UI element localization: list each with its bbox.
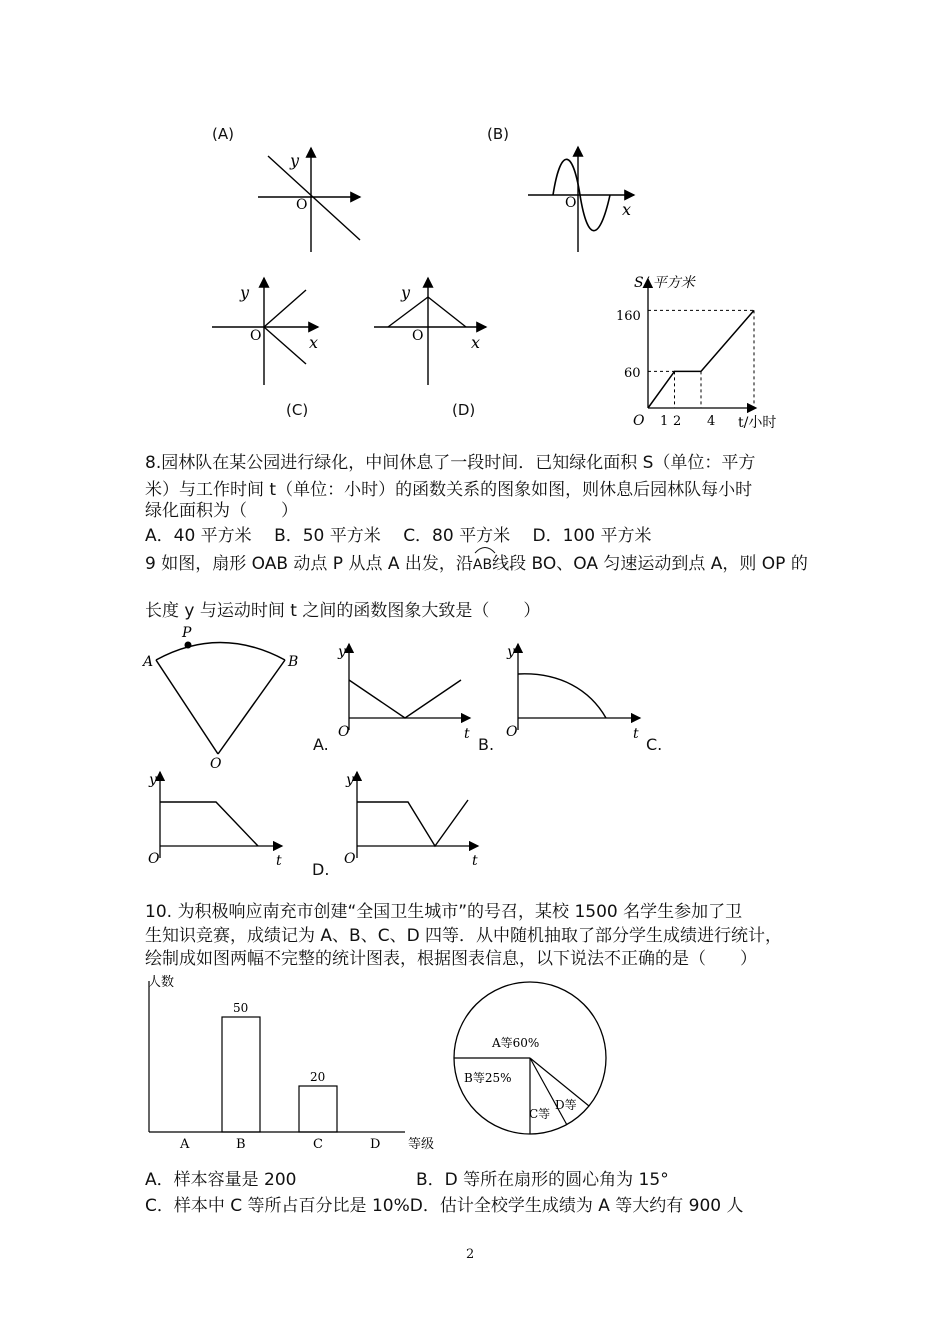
q9-graph-3-o: O (148, 851, 160, 867)
q9-graph-1 (337, 644, 470, 742)
graph-a (258, 148, 360, 252)
q8-line-1: 8.园林队在某公园进行绿化，中间休息了一段时间．已知绿化面积 S（单位：平方 (145, 453, 756, 473)
q10-option-c: C．样本中 C 等所占百分比是 10% (145, 1196, 410, 1216)
pie-label-a: A等60% (492, 1036, 540, 1050)
fig8-xtick-2: 2 (673, 414, 682, 429)
fig7-label-c: (C) (286, 401, 309, 419)
bar-value-c: 20 (310, 1070, 326, 1084)
q9-option-c: C. (646, 735, 663, 754)
q9-line-1 (145, 551, 808, 579)
graph-d-x-label: x (471, 333, 481, 352)
q9-graph-3-t: t (276, 853, 282, 869)
q9-graph-2-y: y (507, 644, 515, 660)
graph-c-y-label: y (240, 283, 250, 302)
fig8-chart (610, 265, 800, 435)
q9-graph-4 (344, 772, 478, 869)
graph-b (528, 147, 634, 252)
q9-option-d: D. (312, 860, 330, 879)
graph-c-origin: O (250, 328, 262, 344)
q8-line-3: 绿化面积为（ ） (145, 501, 298, 521)
bar-category-b: B (236, 1137, 246, 1152)
bar-category-c: C (313, 1137, 323, 1152)
q10-line-3: 绘制成如图两幅不完整的统计图表，根据图表信息，以下说法不正确的是（ ） (145, 949, 757, 969)
q9-graph-2-t: t (633, 726, 639, 742)
q10-options-cd (145, 1193, 744, 1220)
bar-category-d: D (370, 1137, 381, 1152)
page-number: 2 (466, 1247, 475, 1262)
graph-c (212, 278, 318, 385)
graph-d-y-label: y (401, 283, 411, 302)
fig8-ytick-160: 160 (616, 309, 641, 324)
q9-line-2: 长度 y 与运动时间 t 之间的函数图象大致是（ ） (145, 601, 541, 621)
bar-xlabel: 等级 (408, 1137, 435, 1152)
graph-b-origin: O (565, 195, 577, 211)
sector-label-a: A (143, 654, 154, 670)
q9-option-b: B. (478, 735, 495, 754)
bar-ylabel: 人数 (148, 975, 175, 990)
fig8-x-title: t/小时 (738, 415, 777, 431)
q8-option-b: B．50 平方米 (274, 526, 381, 546)
q9-graph-3-y: y (149, 772, 157, 788)
graph-c-x-label: x (309, 333, 319, 352)
graph-a-y-label: y (290, 151, 300, 170)
q8-option-a: A．40 平方米 (145, 526, 252, 546)
q8-options (145, 523, 651, 550)
q9-line-1b: 线段 BO、OA 匀速运动到点 A，则 OP 的 (492, 554, 808, 574)
fig8-y-title: S/ 平方米 (634, 275, 695, 291)
fig7-label-d: (D) (452, 401, 476, 419)
q8-line-2: 米）与工作时间 t（单位：小时）的函数关系的图象如图，则休息后园林队每小时 (145, 480, 753, 500)
q10-option-b: B．D 等所在扇形的圆心角为 15° (416, 1170, 669, 1190)
fig8-ytick-60: 60 (624, 366, 641, 381)
q9-graph-1-y: y (338, 644, 346, 660)
fig7-label-b: (B) (487, 125, 509, 143)
fig8-xtick-4: 4 (707, 414, 716, 429)
q9-arc-ab: AB (473, 552, 492, 579)
bar-value-b: 50 (233, 1001, 249, 1015)
fig7-label-a: (A) (212, 125, 234, 143)
q10-option-a: A．样本容量是 200 (145, 1170, 297, 1190)
sector-label-o: O (210, 756, 222, 772)
fig8-guides (648, 310, 754, 408)
q10-line-2: 生知识竞赛，成绩记为 A、B、C、D 四等．从中随机抽取了部分学生成绩进行统计， (145, 926, 783, 946)
graph-b-x-label: x (622, 200, 632, 219)
q8-option-d: D．100 平方米 (532, 526, 652, 546)
sector-oab (141, 625, 298, 772)
sector-label-b: B (288, 654, 299, 670)
q10-option-d: D．估计全校学生成绩为 A 等大约有 900 人 (409, 1196, 744, 1216)
bar-category-a: A (180, 1137, 190, 1152)
fig8-xtick-1: 1 (660, 414, 669, 429)
q9-graph-2 (506, 644, 640, 742)
q9-graph-1-o: O (338, 724, 350, 740)
q9-graph-3 (148, 772, 282, 869)
sector-label-p: P (182, 625, 192, 641)
pie-label-d: D等 (555, 1098, 577, 1112)
pie-label-c: C等 (529, 1107, 551, 1121)
q9-graph-1-t: t (464, 726, 470, 742)
fig7-graphs (0, 0, 950, 460)
q9-line-1a: 9 如图，扇形 OAB 动点 P 从点 A 出发，沿 (145, 554, 473, 574)
bar-b (222, 1017, 260, 1132)
q9-graph-2-o: O (506, 724, 518, 740)
q10-line-1: 10. 为积极响应南充市创建“全国卫生城市”的号召，某校 1500 名学生参加了卫 (145, 902, 743, 922)
q9-figures (0, 620, 950, 880)
fig8-series-line (648, 310, 754, 408)
fig8-origin: O (633, 413, 645, 429)
pie-label-b: B等25% (464, 1071, 512, 1085)
q8-option-c: C．80 平方米 (403, 526, 511, 546)
graph-a-origin: O (296, 197, 308, 213)
graph-d (374, 278, 486, 385)
q9-graph-4-o: O (344, 851, 356, 867)
bar-c (299, 1086, 337, 1132)
q9-graph-4-y: y (346, 772, 354, 788)
q10-pie-chart (440, 975, 620, 1155)
q9-graph-4-t: t (472, 853, 478, 869)
q9-option-a: A. (313, 735, 329, 754)
q10-bar-chart (130, 965, 460, 1155)
graph-d-origin: O (412, 328, 424, 344)
